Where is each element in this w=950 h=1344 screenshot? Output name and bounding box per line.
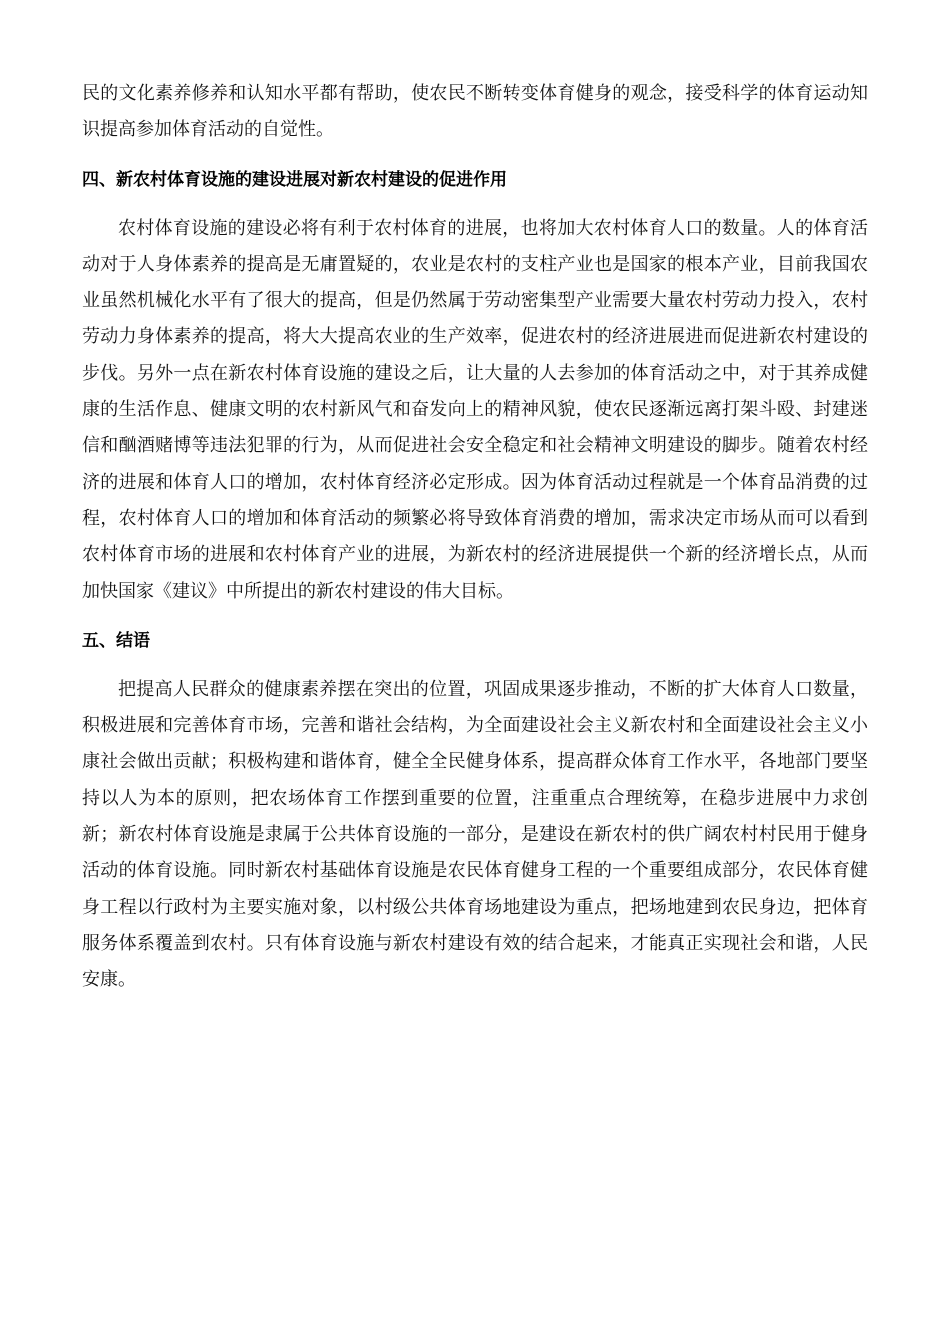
continued-paragraph: 民的文化素养修养和认知水平都有帮助，使农民不断转变体育健身的观念，接受科学的体育运动知识提高参加体育活动的自觉性。 <box>82 83 868 141</box>
section-4-heading: 四、新农村体育设施的建设进展对新农村建设的促进作用 <box>82 169 507 190</box>
section-4-paragraph: 农村体育设施的建设必将有利于农村体育的进展，也将加大农村体育人口的数量。人的体育活动对于人身体素养的提高是无庸置疑的，农业是农村的支柱产业也是国家的根本产业，目前我国农业虽然机械化水平有了很大的提高，但是仍然属于劳动密集型产业需要大量农村劳动力投入，农村劳动力身体素养的提高，将大大提高农业的生产效率，促进农村的经济进展进而促进新农村建设的步伐。另外一点在新农村体育设施的建设之后，让大量的人去参加的体育活动之中，对于其养成健康的生活作息、健康文明的农村新风气和奋发向上的精神风貌，使农民逐渐远离打架斗殴、封建迷信和酗酒赌博等违法犯罪的行为，从而促进社会安全稳定和社会精神文明建设的脚步。随着农村经济的进展和体育人口的增加，农村体育经济必定形成。因为体育活动过程就是一个体育品消费的过程，农村体育人口的增加和体育活动的频繁必将导致体育消费的增加，需求决定市场从而可以看到农村体育市场的进展和农村体育产业的进展，为新农村的经济进展提供一个新的经济增长点，从而加快国家《建议》中所提出的新农村建设的伟大目标。 <box>82 217 868 602</box>
section-5-heading: 五、结语 <box>82 630 150 651</box>
section-5-paragraph: 把提高人民群众的健康素养摆在突出的位置，巩固成果逐步推动，不断的扩大体育人口数量，积极进展和完善体育市场，完善和谐社会结构，为全面建设社会主义新农村和全面建设社会主义小康社会做出贡献；积极构建和谐体育，健全全民健身体系，提高群众体育工作水平，各地部门要坚持以人为本的原则，把农场体育工作摆到重要的位置，注重重点合理统筹，在稳步进展中力求创新；新农村体育设施是隶属于公共体育设施的一部分，是建设在新农村的供广阔农村村民用于健身活动的体育设施。同时新农村基础体育设施是农民体育健身工程的一个重要组成部分，农民体育健身工程以行政村为主要实施对象，以村级公共体育场地建设为重点，把场地建到农民身边，把体育服务体系覆盖到农村。只有体育设施与新农村建设有效的结合起来，才能真正实现社会和谐，人民安康。 <box>82 678 868 991</box>
document-body <box>82 76 868 999</box>
